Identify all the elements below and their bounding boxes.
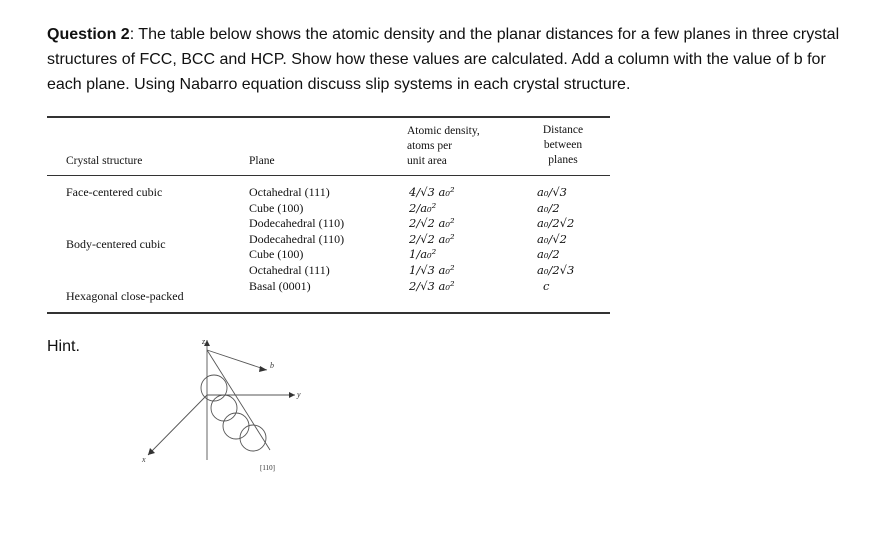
header-distance-line3: planes xyxy=(548,154,578,166)
distance-cell: a₀/√3 xyxy=(537,185,567,199)
header-density-line1: Atomic density, xyxy=(407,125,480,137)
distance-cell: c xyxy=(543,278,550,293)
table-bottom-rule xyxy=(47,312,610,314)
atom-circle xyxy=(211,395,237,421)
plane-cell: Cube (100) xyxy=(249,247,304,262)
direction-line xyxy=(207,350,270,450)
plane-cell: Octahedral (111) xyxy=(249,262,330,277)
table-top-rule xyxy=(47,116,610,118)
density-cell: 4/√3 a₀² xyxy=(409,185,455,199)
header-density-line2: atoms per xyxy=(407,140,453,152)
plane-cell: Octahedral (111) xyxy=(249,185,330,199)
question-label: Question 2 xyxy=(47,26,130,43)
header-distance-line2: between xyxy=(543,139,583,151)
header-crystal-structure: Crystal structure xyxy=(66,155,143,167)
distance-cell: a₀/2√3 xyxy=(537,262,575,277)
distance-cell: a₀/√2 xyxy=(537,231,567,246)
planes-column xyxy=(249,185,344,294)
distances-column xyxy=(537,185,574,294)
header-atomic-density xyxy=(407,124,480,169)
x-axis-label: x xyxy=(142,455,146,464)
density-cell: 2/√2 a₀² xyxy=(409,231,455,246)
structure-fcc: Face-centered cubic xyxy=(66,185,163,199)
direction-label: [110] xyxy=(260,464,275,472)
table-header-rule xyxy=(47,175,610,176)
b-vector-label: b xyxy=(270,361,274,370)
header-plane: Plane xyxy=(249,155,275,167)
distance-cell: a₀/2 xyxy=(537,247,560,262)
y-arrow-icon xyxy=(289,392,295,398)
plane-cell: Basal (0001) xyxy=(249,278,311,293)
atom-circle xyxy=(223,413,249,439)
x-axis-line xyxy=(148,395,207,455)
header-density-line3: unit area xyxy=(407,155,447,167)
slip-diagram-svg xyxy=(120,330,340,480)
structure-hcp: Hexagonal close-packed xyxy=(66,289,184,303)
header-distance-line1: Distance xyxy=(542,124,584,136)
y-axis-label: y xyxy=(297,390,301,399)
density-cell: 1/√3 a₀² xyxy=(409,262,455,277)
question-body: : The table below shows the atomic density and the planar distances for a few planes in three crystal structures of FCC, BCC and HCP. Show how these values are calculated. Add a column with the value of b for each plane. Using Nabarro equation discuss slip systems in each crystal structure. xyxy=(47,26,840,93)
plane-cell: Dodecahedral (110) xyxy=(249,216,345,231)
density-cell: 2/a₀² xyxy=(409,200,437,215)
plane-cell: Dodecahedral (110) xyxy=(249,231,345,246)
structure-bcc: Body-centered cubic xyxy=(66,237,166,251)
slip-diagram xyxy=(120,330,340,480)
z-axis-label: z xyxy=(202,337,206,346)
density-cell: 2/√3 a₀² xyxy=(409,278,455,293)
plane-cell: Cube (100) xyxy=(249,200,304,215)
question-text xyxy=(47,22,847,97)
distance-cell: a₀/2√2 xyxy=(537,216,575,231)
hint-label: Hint. xyxy=(47,338,80,355)
density-cell: 2/√2 a₀² xyxy=(409,216,455,231)
b-vector-line xyxy=(207,350,267,370)
crystal-table xyxy=(47,116,610,316)
distance-cell: a₀/2 xyxy=(537,200,560,215)
header-distance xyxy=(537,123,589,168)
b-arrow-icon xyxy=(259,366,267,372)
density-cell: 1/a₀² xyxy=(409,247,437,262)
atom-circle xyxy=(201,375,227,401)
densities-column xyxy=(409,185,455,294)
